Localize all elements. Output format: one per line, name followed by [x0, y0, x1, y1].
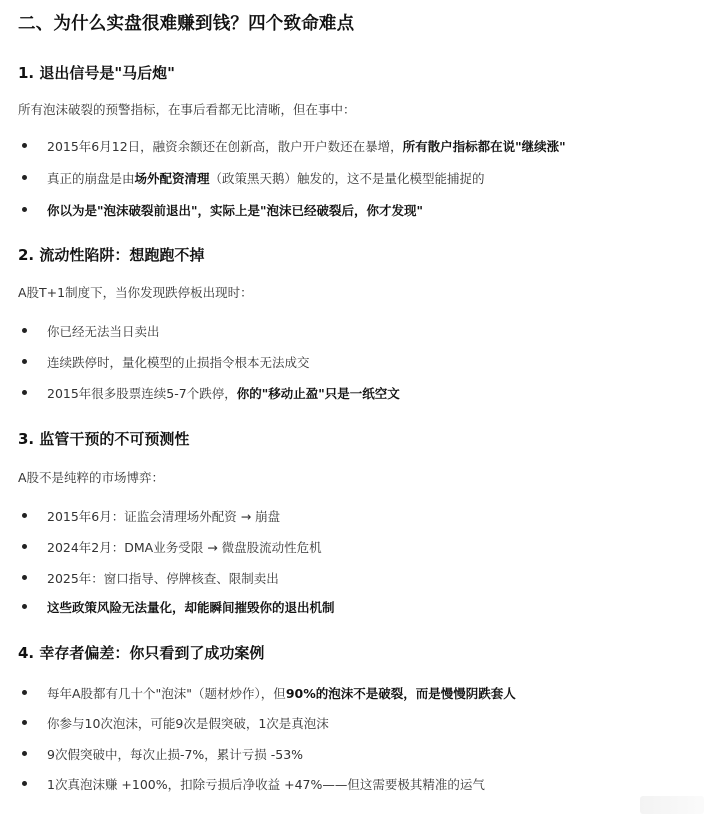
list-item: 2015年很多股票连续5-7个跌停，你的"移动止盈"只是一纸空文	[47, 386, 400, 401]
bullet-dot	[22, 359, 27, 364]
bullet-dot	[22, 751, 27, 756]
bullet-dot	[22, 175, 27, 180]
list-item: 2015年6月12日，融资余额还在创新高，散户开户数还在暴增，所有散户指标都在说"继续涨"	[47, 139, 566, 154]
section-heading: 3. 监管干预的不可预测性	[18, 430, 190, 448]
list-item: 真正的崩盘是由场外配资清理（政策黑天鹅）触发的，这不是量化模型能捕捉的	[47, 171, 485, 186]
page-title: 二、为什么实盘很难赚到钱？四个致命难点	[18, 14, 355, 34]
bullet-dot	[22, 781, 27, 786]
bullet-dot	[22, 390, 27, 395]
list-item: 连续跌停时，量化模型的止损指令根本无法成交	[47, 355, 310, 370]
bullet-dot	[22, 575, 27, 580]
section-intro: 所有泡沫破裂的预警指标，在事后看都无比清晰，但在事中：	[18, 102, 356, 117]
section-intro: A股不是纯粹的市场博弈：	[18, 470, 165, 485]
list-item: 9次假突破中，每次止损-7%，累计亏损 -53%	[47, 747, 304, 762]
bullet-dot	[22, 544, 27, 549]
list-item: 2015年6月：证监会清理场外配资 → 崩盘	[47, 509, 281, 524]
watermark	[640, 796, 704, 814]
list-item: 你参与10次泡沫，可能9次是假突破，1次是真泡沫	[47, 716, 329, 731]
section-heading: 4. 幸存者偏差：你只看到了成功案例	[18, 644, 265, 662]
section-intro: A股T+1制度下，当你发现跌停板出现时：	[18, 285, 253, 300]
bullet-dot	[22, 690, 27, 695]
list-item: 每年A股都有几十个"泡沫"（题材炒作），但90%的泡沫不是破裂，而是慢慢阴跌套人	[47, 686, 516, 701]
section-heading: 1. 退出信号是"马后炮"	[18, 64, 175, 82]
section-heading: 2. 流动性陷阱：想跑跑不掉	[18, 246, 205, 264]
bullet-dot	[22, 720, 27, 725]
bullet-dot	[22, 513, 27, 518]
bullet-dot	[22, 604, 27, 609]
bullet-dot	[22, 207, 27, 212]
list-item: 1次真泡沫赚 +100%，扣除亏损后净收益 +47%——但这需要极其精准的运气	[47, 777, 485, 792]
list-item: 你已经无法当日卖出	[47, 324, 160, 339]
list-item: 2025年：窗口指导、停牌核查、限制卖出	[47, 571, 279, 586]
bullet-dot	[22, 143, 27, 148]
list-item: 2024年2月：DMA业务受限 → 微盘股流动性危机	[47, 540, 322, 555]
list-item: 这些政策风险无法量化，却能瞬间摧毁你的退出机制	[47, 600, 335, 615]
bullet-dot	[22, 328, 27, 333]
list-item: 你以为是"泡沫破裂前退出"，实际上是"泡沫已经破裂后，你才发现"	[47, 203, 424, 218]
